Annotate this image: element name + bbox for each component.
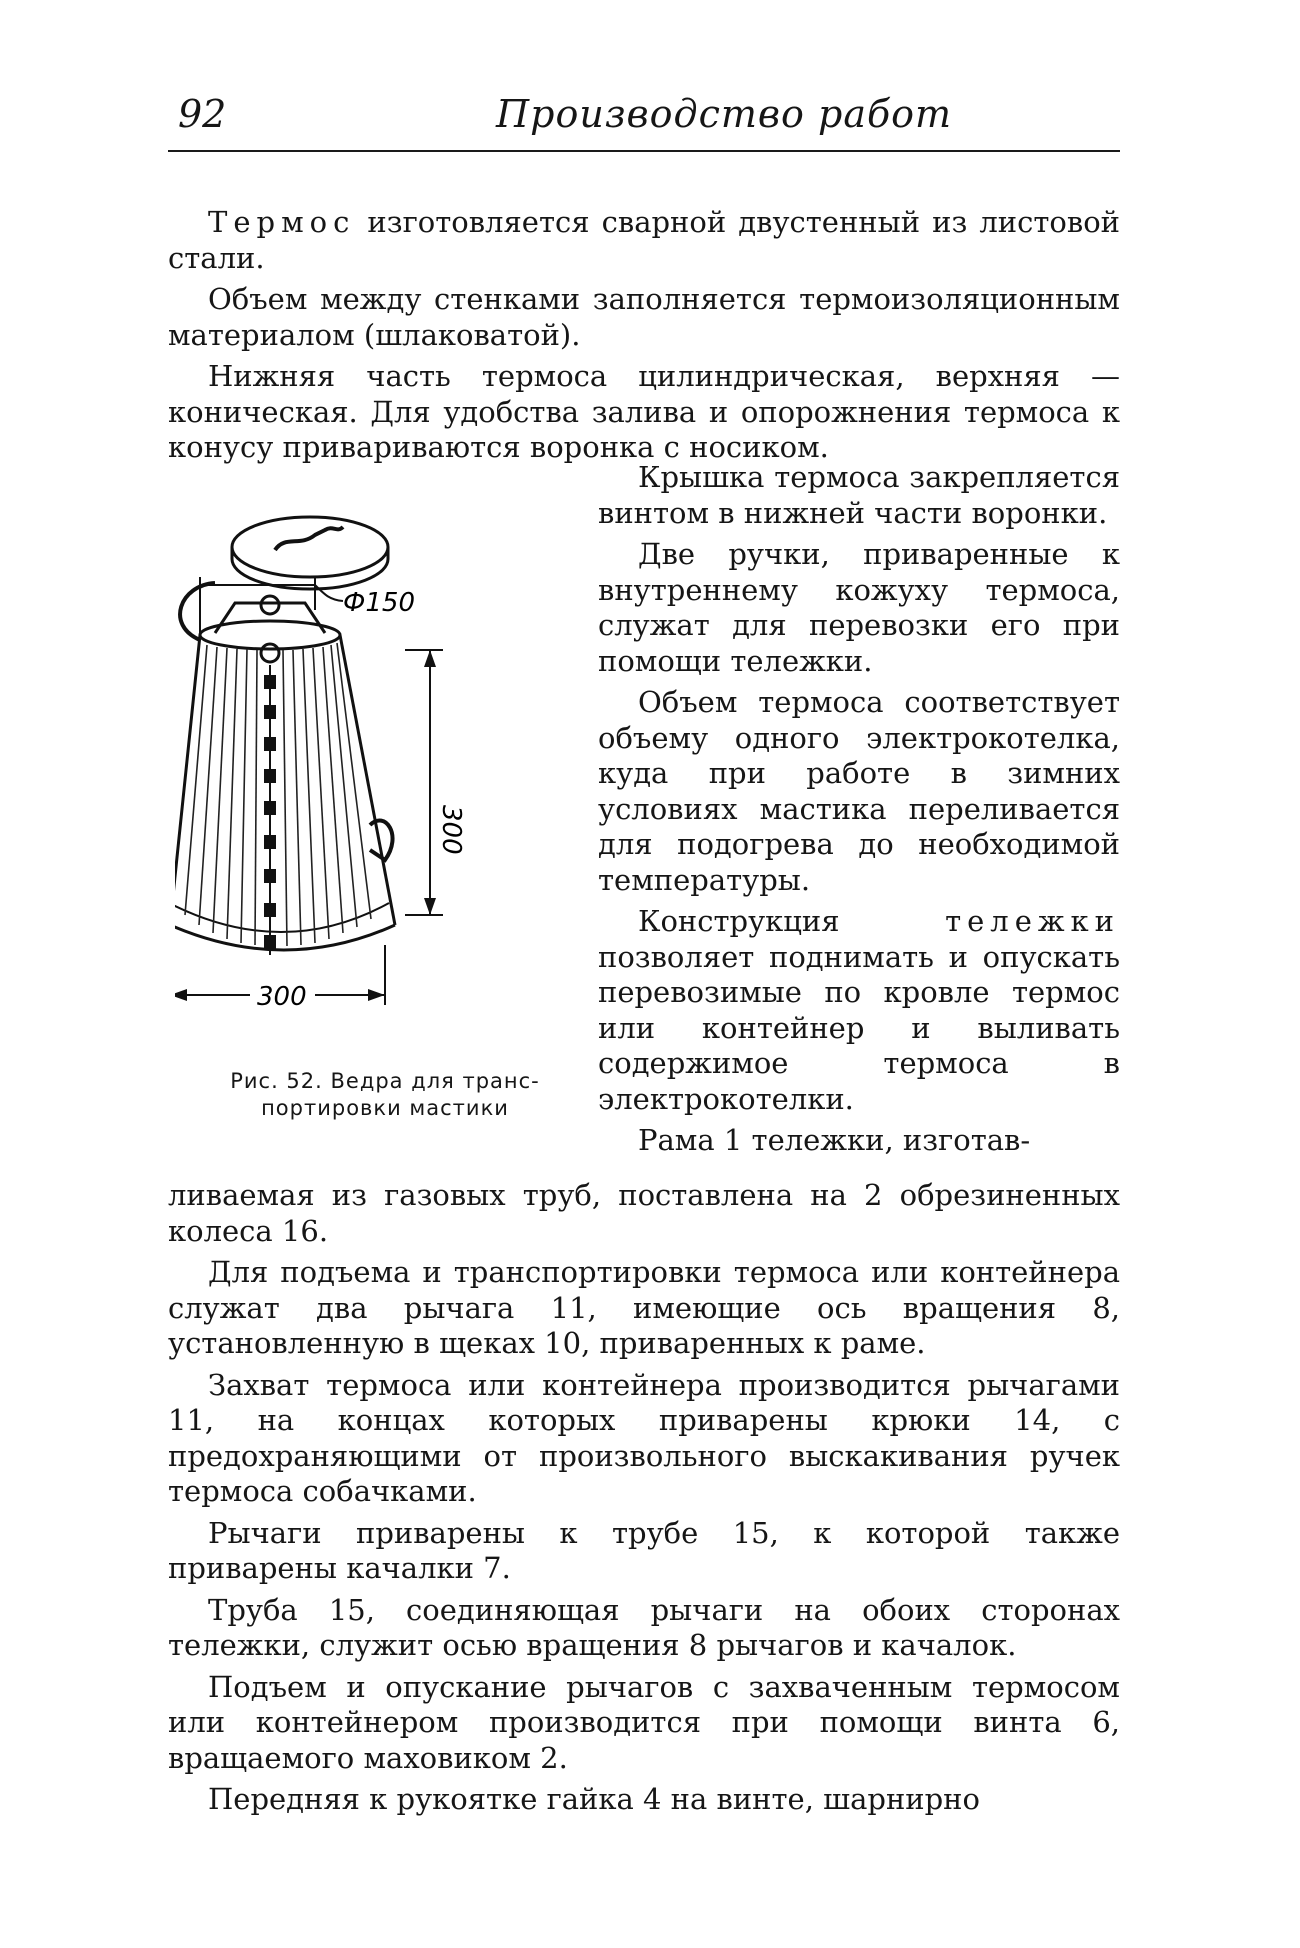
paragraph-nut: Передняя к рукоятке гайка 4 на винте, шарнирно (208, 1782, 980, 1816)
lid-handle (275, 527, 343, 550)
paragraph-grip: Захват термоса или контейнера производится рычагами 11, на концах которых приварены крюки 14, с предохраняющими от произвольного выскакивания ручек термоса собачками. (168, 1367, 1120, 1508)
paragraph-pipe: Рычаги приварены к трубе 15, к которой также приварены качалки 7. (168, 1515, 1120, 1585)
width-label: 300 (257, 982, 307, 1012)
paragraph-handles: Две ручки, приваренные к внутреннему кожуху термоса, служат для перевозки его при помощи тележки. (598, 537, 1120, 678)
body-bottom (175, 925, 395, 950)
paragraph-thermos-material: Термос изготовляется сварной двустенный из листовой стали. (168, 205, 1120, 275)
body-text (168, 1178, 1120, 1824)
lid-ellipse (232, 517, 388, 577)
bail-handle (180, 583, 215, 640)
body-ribbing (185, 643, 371, 946)
paragraph-axis: Труба 15, соединяющая рычаги на обоих сторонах тележки, служит осью вращения 8 рычагов и качалок. (168, 1592, 1120, 1662)
funnel-bolt (261, 596, 279, 614)
paragraph-insulation: Объем между стенками заполняется термоизоляционным материалом (шлаковатой). (168, 282, 1120, 352)
funnel-neck (215, 603, 325, 633)
spaced-term: тележки (945, 904, 1120, 938)
paragraph-lid: Крышка термоса закрепляется винтом в нижней части воронки. (598, 460, 1120, 530)
caption-line-2: портировки мастики (261, 1096, 509, 1120)
paragraph-volume: Объем термоса соответствует объему одного электрокотелка, куда при работе в зимних условиях мастика переливается для подогрева до необходимой температуры. (598, 685, 1120, 897)
figure-52 (175, 505, 575, 1065)
height-dimension (405, 650, 443, 915)
intro-text (168, 205, 1120, 472)
caption-line-1: Рис. 52. Ведра для транс- (230, 1069, 540, 1093)
paragraph-shape: Нижняя часть термоса цилиндрическая, верхняя — коническая. Для удобства залива и опорожнения термоса к конусу привариваются воронка с носиком. (168, 359, 1120, 464)
header-rule (168, 150, 1120, 152)
page-number: 92 (178, 92, 227, 136)
spaced-term: Термос (208, 205, 356, 239)
diameter-label: Ф150 (343, 588, 416, 618)
paragraph-lifting: Подъем и опускание рычагов с захваченным термосом или контейнером производится при помощи винта 6, вращаемого маховиком 2. (168, 1669, 1120, 1775)
paragraph-frame-cont: ливаемая из газовых труб, поставлена на 2 обрезиненных колеса 16. (168, 1178, 1120, 1248)
body-right-edge (340, 635, 395, 925)
paragraph-frame-start: Рама 1 тележки, изготав- (638, 1123, 1031, 1157)
height-label: 300 (436, 805, 466, 855)
paragraph-levers: Для подъема и транспортировки термоса или контейнера служат два рычага 11, имеющие ось вращения 8, установленную в щеках 10, приваренных к раме. (168, 1255, 1120, 1360)
running-header: Производство работ (496, 92, 953, 136)
bucket-drawing (175, 505, 575, 1065)
figure-caption (185, 1068, 585, 1122)
paragraph-cart-design: Конструкция тележки позволяет поднимать и опускать перевозимые по кровле термос или контейнер и выливать содержимое термоса в электрокотелки. (598, 904, 1120, 1116)
seam-rivets (264, 675, 276, 949)
side-text (598, 460, 1120, 1165)
